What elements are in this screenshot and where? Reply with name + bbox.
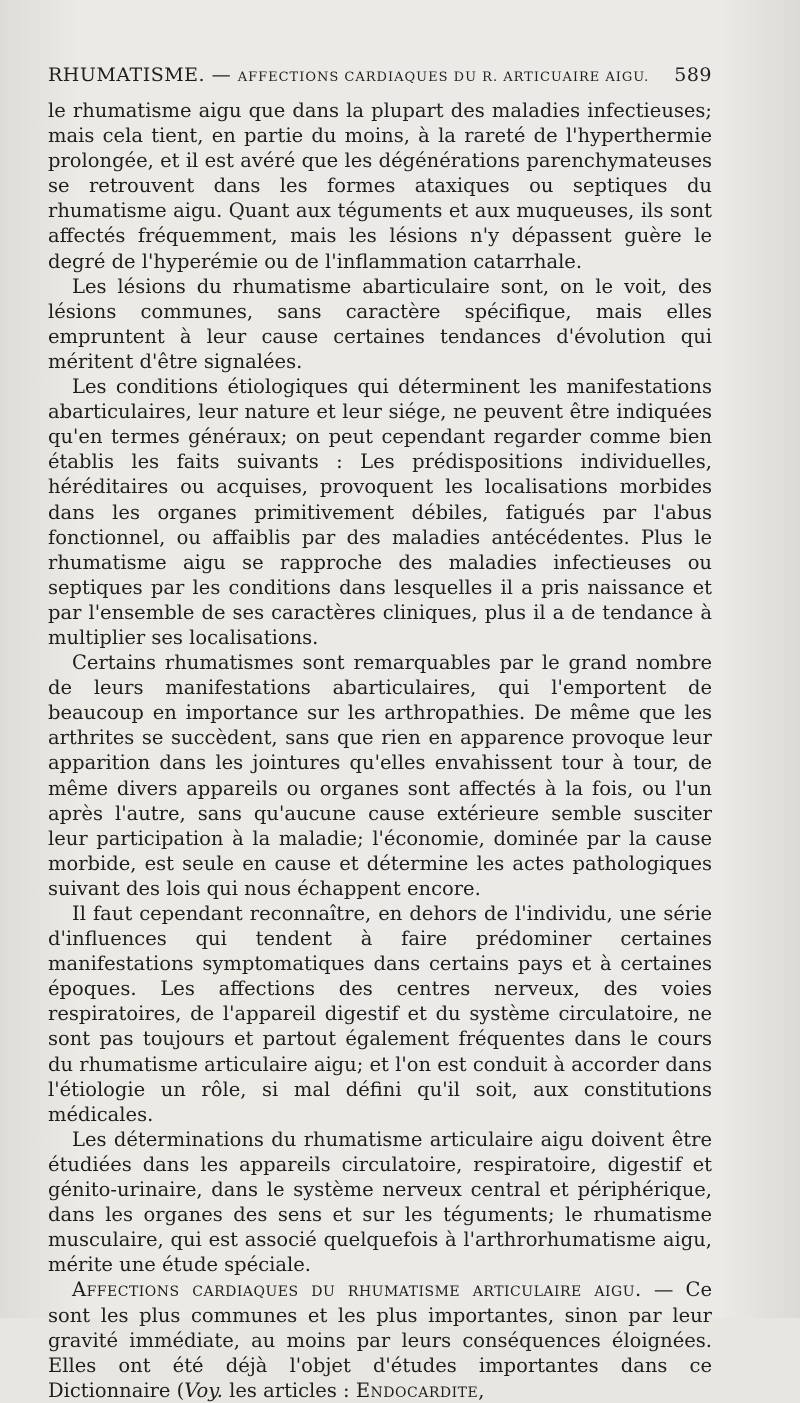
- reference-voy: Voy.: [184, 1378, 223, 1402]
- trailing-punctuation: ,: [478, 1378, 485, 1402]
- cross-reference-article: Endocardite: [355, 1378, 479, 1402]
- header-subtitle: AFFECTIONS CARDIAQUES DU R. ARTICUAIRE AIGU.: [237, 70, 650, 85]
- paragraph-text: les articles :: [222, 1378, 356, 1402]
- page-number: 589: [674, 64, 712, 86]
- paragraph-cardiac-affections: [48, 1277, 712, 1402]
- header-title: RHUMATISME.: [48, 64, 206, 86]
- running-header: [48, 64, 712, 86]
- header-dash: —: [211, 64, 232, 86]
- section-heading: Affections cardiaques du rhumatisme articulaire aigu.: [72, 1278, 642, 1302]
- paragraph: Les lésions du rhumatisme abarticulaire sont, on le voit, des lésions communes, sans caractère spécifique, mais elles empruntent à leur cause certaines tendances d'évolution qui méritent d'être signalées.: [48, 274, 712, 373]
- paragraph: Certains rhumatismes sont remarquables par le grand nombre de leurs manifestations abarticulaires, qui l'emportent de beaucoup en importance sur les arthropathies. De même que les arthrites se succèdent, sans que rien en apparence provoque leur apparition dans les jointures qu'elles envahissent tour à tour, de même divers appareils ou organes sont affectés à la fois, ou l'un après l'autre, sans qu'aucune cause extérieure semble susciter leur participation à la maladie; l'économie, dominée par la cause morbide, est seule en cause et détermine les actes pathologiques suivant des lois qui nous échappent encore.: [48, 651, 712, 900]
- paragraph: Les conditions étiologiques qui déterminent les manifestations abarticulaires, leur nature et leur siége, ne peuvent être indiquées qu'en termes généraux; on peut cependant regarder comme bien établis les faits suivants : Les prédispositions individuelles, héréditaires ou acquises, provoquent les localisations morbides dans les organes primitivement débiles, fatigués par l'abus fonctionnel, ou affaiblis par des maladies antécédentes. Plus le rhumatisme aigu se rapproche des maladies infectieuses ou septiques par les conditions dans lesquelles il a pris naissance et par l'ensemble de ses caractères cliniques, plus il a de tendance à multiplier ses localisations.: [48, 375, 712, 649]
- body-text: [48, 98, 712, 1403]
- running-title: [48, 64, 649, 86]
- paragraph: Il faut cependant reconnaître, en dehors de l'individu, une série d'influences qui tendent à faire prédominer certaines manifestations symptomatiques dans certains pays et à certaines époques. Les affections des centres nerveux, des voies respiratoires, de l'appareil digestif et du système circulatoire, ne sont pas toujours et partout également fréquentes dans le cours du rhumatisme articulaire aigu; et l'on est conduit à accorder dans l'étiologie un rôle, si mal défini qu'il soit, aux constitutions médicales.: [48, 902, 712, 1126]
- paragraph-continued: le rhumatisme aigu que dans la plupart des maladies infectieuses; mais cela tient, en partie du moins, à la rareté de l'hyperthermie prolongée, et il est avéré que les dégénérations parenchymateuses se retrouvent dans les formes ataxiques ou septiques du rhumatisme aigu. Quant aux téguments et aux muqueuses, ils sont affectés fréquemment, mais les lésions n'y dépassent guère le degré de l'hyperémie ou de l'inflammation catarrhale.: [48, 99, 712, 273]
- paragraph-text: — Ce sont les plus communes et les plus importantes, sinon par leur gravité immédiate, au moins par leurs conséquences éloignées. Elles ont été déjà l'objet d'études importantes dans ce Dictionnaire (: [48, 1278, 713, 1402]
- paragraph: Les déterminations du rhumatisme articulaire aigu doivent être étudiées dans les appareils circulatoire, respiratoire, digestif et génito-urinaire, dans le système nerveux central et périphérique, dans les organes des sens et sur les téguments; le rhumatisme musculaire, qui est associé quelquefois à l'arthrorhumatisme aigu, mérite une étude spéciale.: [48, 1127, 712, 1277]
